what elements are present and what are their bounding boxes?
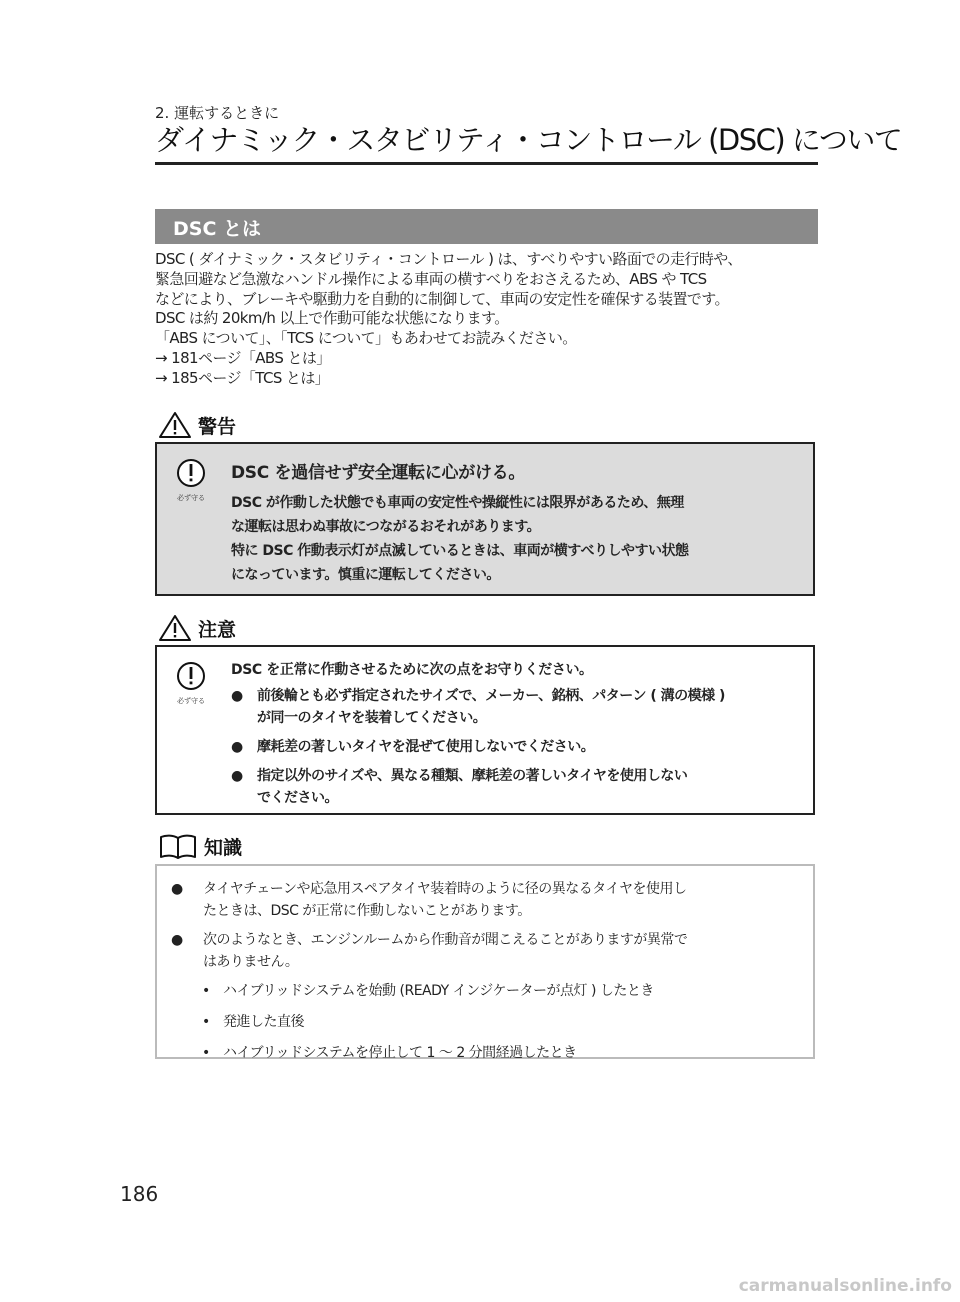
list-item-text: 指定以外のサイズや、異なる種類、摩耗差の著しいタイヤを使用しない (257, 768, 688, 784)
intro-line: などにより、ブレーキや駆動力を自動的に制御して、車両の安定性を確保する装置です。 (155, 289, 729, 308)
intro-link-abs[interactable]: → 181ページ「ABS とは」 (155, 348, 331, 367)
list-item (171, 929, 811, 973)
intro-text (155, 250, 825, 389)
list-item-text: たときは、DSC が正常に作動しないことがあります。 (203, 903, 531, 919)
page-number: 186 (120, 1182, 159, 1206)
intro-line: 「ABS について」、「TCS について」もあわせてお読みください。 (155, 329, 577, 348)
warning-heading (158, 411, 236, 439)
bullet: ● (171, 932, 183, 948)
sub-list-item (171, 980, 811, 1002)
caution-label: 注意 (198, 618, 237, 641)
must-follow-badge (171, 458, 211, 503)
exclamation-circle-icon (176, 661, 206, 691)
list-item (171, 878, 811, 922)
warning-line: 特に DSC 作動表示灯が点滅しているときは、車両が横すべりしやすい状態 (231, 543, 689, 559)
section-title: DSC とは (173, 218, 262, 240)
sub-list-item-text: 発進した直後 (223, 1014, 304, 1030)
sub-list-item-text: ハイブリッドシステムを始動 (READY インジケーターが点灯 ) したとき (223, 983, 654, 999)
list-item-text: 次のようなとき、エンジンルームから作動音が聞こえることがありますが異常で (203, 932, 688, 948)
caution-heading (158, 614, 236, 642)
knowledge-body (171, 878, 811, 1073)
intro-line: 緊急回避など急激なハンドル操作による車両の横すべりをおさえるため、ABS や TCS (155, 269, 707, 288)
warning-box (155, 442, 815, 596)
exclamation-circle-icon (176, 458, 206, 488)
chapter-label: 2. 運転するときに (155, 104, 280, 122)
sub-list-item (171, 1011, 811, 1033)
list-item (231, 765, 811, 809)
caution-triangle-icon (158, 614, 192, 642)
warning-label: 警告 (198, 415, 237, 438)
knowledge-box (155, 864, 815, 1059)
intro-link-tcs[interactable]: → 185ページ「TCS とは」 (155, 368, 330, 387)
sub-list-item-text: ハイブリッドシステムを停止して 1 ～ 2 分間経過したとき (223, 1045, 577, 1061)
list-item-text: はありません。 (203, 954, 299, 970)
warning-title: DSC を過信せず安全運転に心がける。 (231, 463, 526, 483)
intro-line: DSC ( ダイナミック・スタビリティ・コントロール ) は、すべりやすい路面での走行時や、 (155, 250, 742, 268)
warning-triangle-icon (158, 411, 192, 439)
watermark: carmanualsonline.info (738, 1276, 952, 1296)
sub-bullet: • (202, 983, 210, 999)
section-header (155, 209, 818, 244)
bullet: ● (231, 688, 243, 704)
warning-line: な運転は思わぬ事故につながるおそれがあります。 (231, 519, 541, 535)
must-follow-label: 必ず守る (177, 697, 205, 705)
list-item (231, 736, 811, 758)
caution-title: DSC を正常に作動させるために次の点をお守りください。 (231, 662, 593, 678)
open-book-icon (158, 832, 198, 860)
intro-line: DSC は約 20km/h 以上で作動可能な状態になります。 (155, 309, 509, 328)
warning-line: になっています。慎重に運転してください。 (231, 567, 500, 583)
list-item-text: でください。 (257, 790, 338, 806)
bullet: ● (231, 768, 243, 784)
caution-body (231, 659, 811, 816)
caution-box (155, 645, 815, 815)
sub-bullet: • (202, 1045, 210, 1061)
list-item-text: が同一のタイヤを装着してください。 (257, 710, 487, 726)
warning-line: DSC が作動した状態でも車両の安定性や操縦性には限界があるため、無理 (231, 495, 684, 511)
bullet: ● (231, 739, 243, 755)
bullet: ● (171, 881, 183, 897)
list-item-text: 前後輪とも必ず指定されたサイズで、メーカー、銘柄、パターン ( 溝の模様 ) (257, 688, 725, 704)
title-rule (155, 162, 818, 165)
page-title: ダイナミック・スタビリティ・コントロール (DSC) について (155, 123, 902, 157)
knowledge-heading (158, 832, 242, 860)
list-item (231, 685, 811, 729)
knowledge-label: 知識 (204, 836, 243, 859)
list-item-text: 摩耗差の著しいタイヤを混ぜて使用しないでください。 (257, 739, 595, 755)
must-follow-label: 必ず守る (177, 494, 205, 502)
sub-bullet: • (202, 1014, 210, 1030)
sub-list-item (171, 1042, 811, 1064)
must-follow-badge (171, 661, 211, 706)
warning-body (231, 458, 811, 587)
list-item-text: タイヤチェーンや応急用スペアタイヤ装着時のように径の異なるタイヤを使用し (203, 881, 687, 897)
